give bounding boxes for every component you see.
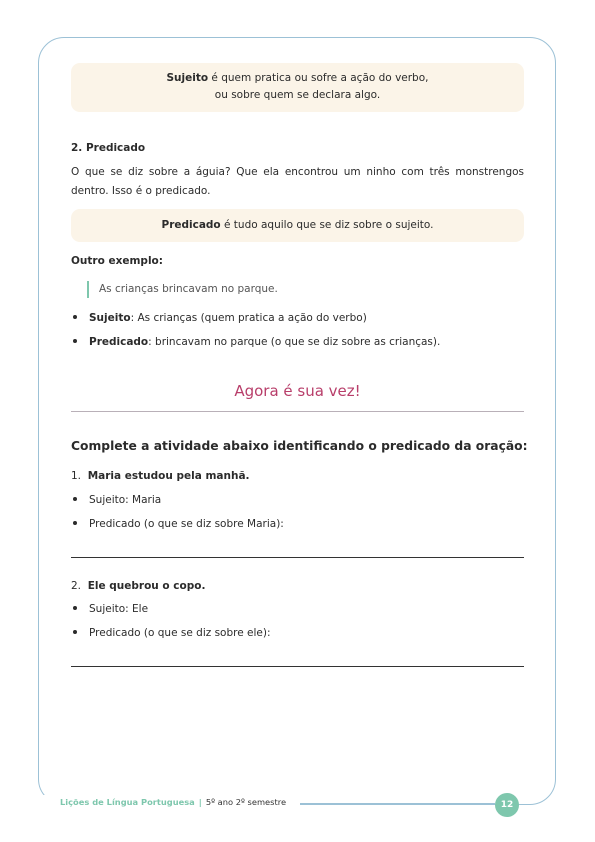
example-bullet-predicado	[71, 336, 440, 348]
predicate-prompt-text: Predicado (o que se diz sobre Maria):	[89, 518, 284, 530]
predicado-definition-rest: é tudo aquilo que se diz sobre o sujeito.	[220, 219, 434, 231]
bullet-dot	[73, 497, 77, 501]
item-sentence: Maria estudou pela manhã.	[87, 470, 250, 482]
page-number-badge: 12	[495, 793, 519, 817]
predicado-paragraph: O que se diz sobre a águia? Que ela encontrou um ninho com três monstrengos dentro. Isso é o predicado.	[71, 166, 524, 197]
item-number: 1.	[71, 470, 82, 482]
section-title-predicado: 2. Predicado	[71, 142, 146, 154]
footer	[60, 797, 292, 807]
bullet-term: Predicado	[89, 336, 149, 348]
bullet-dot	[73, 315, 77, 319]
sujeito-definition-rest: é quem pratica ou sofre a ação do verbo,	[208, 72, 429, 84]
footer-grade: 5º ano 2º semestre	[205, 797, 287, 807]
item-sentence: Ele quebrou o copo.	[87, 580, 206, 592]
bullet-dot	[73, 606, 77, 610]
sujeito-definition-line2: ou sobre quem se declara algo.	[214, 89, 381, 101]
bullet-text: : brincavam no parque (o que se diz sobre as crianças).	[148, 336, 441, 348]
footer-brand: Lições de Língua Portuguesa	[60, 797, 195, 807]
bullet-dot	[73, 630, 77, 634]
example-label: Outro exemplo:	[71, 255, 163, 267]
item-2-subject	[71, 603, 148, 615]
subject-text: Sujeito: Maria	[89, 494, 162, 506]
subject-text: Sujeito: Ele	[89, 603, 149, 615]
sujeito-definition-box	[71, 63, 524, 112]
sujeito-term: Sujeito	[166, 72, 209, 84]
sujeito-definition-line1	[71, 70, 524, 87]
answer-line-2[interactable]	[71, 666, 524, 667]
predicate-prompt-text: Predicado (o que se diz sobre ele):	[89, 627, 271, 639]
example-quote: As crianças brincavam no parque.	[87, 281, 278, 298]
activity-item-2	[71, 580, 205, 592]
activity-instruction: Complete a atividade abaixo identificando o predicado da oração:	[71, 439, 528, 453]
activity-heading: Agora é sua vez!	[234, 382, 361, 400]
bullet-term: Sujeito	[89, 312, 131, 324]
bullet-dot	[73, 339, 77, 343]
footer-line	[300, 803, 495, 804]
footer-separator: |	[198, 797, 202, 807]
activity-item-1	[71, 470, 250, 482]
item-1-predicate-prompt	[71, 518, 284, 530]
predicado-term: Predicado	[161, 219, 221, 231]
item-2-predicate-prompt	[71, 627, 271, 639]
bullet-text: : As crianças (quem pratica a ação do verbo)	[130, 312, 367, 324]
item-number: 2.	[71, 580, 82, 592]
heading-divider	[71, 411, 524, 412]
item-1-subject	[71, 494, 161, 506]
example-bullet-sujeito	[71, 312, 367, 324]
predicado-definition-box	[71, 209, 524, 242]
bullet-dot	[73, 521, 77, 525]
answer-line-1[interactable]	[71, 557, 524, 558]
